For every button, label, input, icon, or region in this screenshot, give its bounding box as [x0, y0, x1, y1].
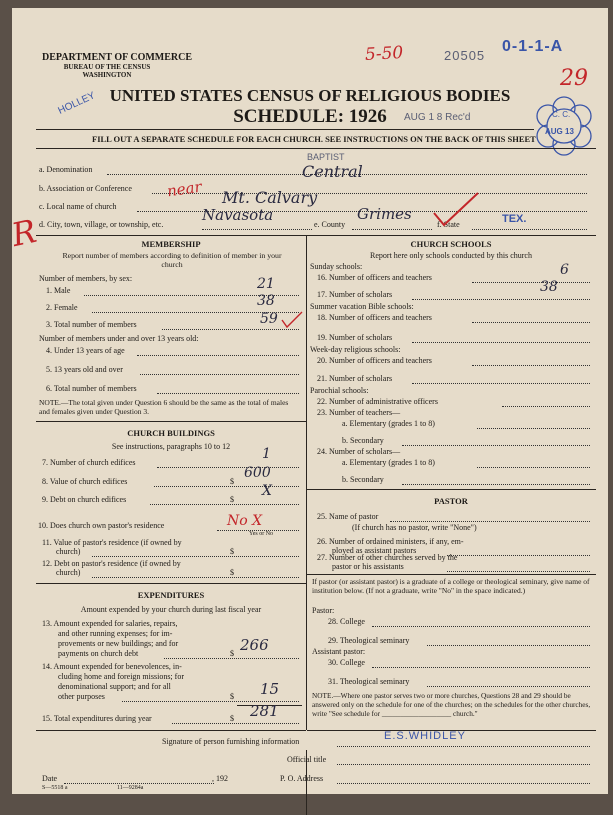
bureau-name: BUREAU OF THE CENSUS [63, 63, 151, 71]
q8-dollar: $ [230, 477, 234, 486]
q24-label: 24. Number of scholars— [317, 447, 401, 456]
q22-label: 22. Number of administrative officers [317, 397, 438, 406]
po-address-label: P. O. Address [280, 774, 324, 783]
q23a-label: a. Elementary (grades 1 to 8) [342, 419, 435, 428]
label-local-name: c. Local name of church [39, 202, 117, 211]
membership-by-sex: Number of members, by sex: [39, 274, 133, 283]
q29-label: 29. Theological seminary [328, 636, 410, 645]
q23b-label: b. Secondary [342, 436, 384, 445]
q3-value: 59 [260, 311, 278, 327]
sunday-label: Sunday schools: [310, 262, 363, 271]
q23-label: 23. Number of teachers— [317, 408, 401, 417]
expenditures-subtitle: Amount expended by your church during last fiscal year [80, 605, 262, 614]
membership-title: MEMBERSHIP [141, 239, 201, 249]
assistant-subhead: Assistant pastor: [312, 647, 366, 656]
vacation-label: Summer vacation Bible schools: [310, 302, 414, 311]
label-denomination: a. Denomination [39, 165, 93, 174]
q27-line1: 27. Number of other churches served by the [317, 553, 458, 562]
q26-line2: ployed as assistant pastors [332, 546, 417, 555]
parochial-label: Parochial schools: [310, 386, 369, 395]
pastor-note: NOTE.—Where one pastor serves two or more churches, Questions 28 and 29 should be answered only on the schedule for one of the churches; on the schedules for the other churches, write "See schedule for ___________________ church." [312, 691, 591, 718]
q13-line3: provements or new buildings; and for [58, 639, 179, 648]
q11-label-line1: 11. Value of pastor's residence (if owned by [42, 538, 182, 547]
q31-label: 31. Theological seminary [328, 677, 410, 686]
q17-label: 17. Number of scholars [317, 290, 393, 299]
red-number-stamp: 5-50 [364, 43, 404, 65]
q28-label: 28. College [328, 617, 365, 626]
q14-line3: denominational support; and for all [58, 682, 171, 691]
q11-dollar: $ [230, 547, 234, 556]
q16-label: 16. Number of officers and teachers [317, 273, 432, 282]
q3-label: 3. Total number of members [46, 320, 137, 329]
page-title: UNITED STATES CENSUS OF RELIGIOUS BODIES [109, 86, 511, 105]
q13-dollar: $ [230, 649, 234, 658]
schedule-title: SCHEDULE: 1926 [233, 106, 387, 127]
denomination-value: Central [302, 162, 363, 181]
q15-label: 15. Total expenditures during year [42, 714, 152, 723]
rosette-icon [534, 96, 594, 156]
q14-value: 15 [260, 680, 280, 698]
membership-note: NOTE.—The total given under Question 6 should be the same as the total of males and females given under Question 3. [39, 398, 289, 416]
q3-check-icon [280, 311, 304, 329]
department-name: DEPARTMENT OF COMMERCE [42, 52, 193, 63]
date-label: Date [42, 774, 58, 783]
state-value: TEX. [502, 213, 527, 225]
q1-value: 21 [257, 276, 275, 292]
year-label: , 192 [212, 774, 228, 783]
q14-dollar: $ [230, 692, 234, 701]
weekday-label: Week-day religious schools: [310, 345, 401, 354]
rosette-date-text: AUG 13 [545, 127, 574, 136]
q5-label: 5. 13 years old and over [46, 365, 123, 374]
bureau-city: WASHINGTON [82, 71, 132, 79]
graduate-note: If pastor (or assistant pastor) is a graduate of a college or theological seminary, give name of institution below. (If not a graduate, write "No" in the space indicated.) [312, 577, 590, 595]
expenditures-title: EXPENDITURES [137, 590, 205, 600]
q20-label: 20. Number of officers and teachers [317, 356, 432, 365]
q14-line4: other purposes [58, 692, 105, 701]
q24b-label: b. Secondary [342, 475, 384, 484]
county-value: Grimes [357, 205, 412, 223]
q9-dollar: $ [230, 495, 234, 504]
buildings-subtitle: See instructions, paragraphs 10 to 12 [111, 442, 231, 451]
q15-value: 281 [250, 702, 279, 720]
q6-label: 6. Total number of members [46, 384, 137, 393]
print-number: 11—9284a [117, 785, 144, 791]
red-check-icon [432, 191, 482, 229]
instruction-line: FILL OUT A SEPARATE SCHEDULE FOR EACH CHURCH. SEE INSTRUCTIONS ON THE BACK OF THIS SHEET [92, 134, 536, 144]
q7-value: 1 [262, 446, 271, 462]
q18-label: 18. Number of officers and teachers [317, 313, 432, 322]
local-name-near: near [165, 177, 203, 201]
q8-value: 600 [244, 465, 271, 481]
q26-line1: 26. Number of ordained ministers, if any, em- [317, 537, 464, 546]
schools-subtitle: Report here only schools conducted by this church [370, 251, 532, 260]
q2-value: 38 [257, 293, 275, 309]
holley-stamp: HOLLEY [56, 90, 97, 117]
q30-label: 30. College [328, 658, 365, 667]
signature-stamp: E.S.WHIDLEY [384, 730, 466, 742]
q13-line2: and other running expenses; for im- [58, 629, 173, 638]
q9-value: X [262, 483, 272, 499]
label-city: d. City, town, village, or township, etc. [39, 220, 164, 229]
q17-value: 38 [540, 279, 558, 295]
q12-dollar: $ [230, 568, 234, 577]
q14-line1: 14. Amount expended for benevolences, in- [42, 662, 182, 671]
q19-label: 19. Number of scholars [317, 333, 393, 342]
q24a-label: a. Elementary (grades 1 to 8) [342, 458, 435, 467]
q2-label: 2. Female [46, 303, 78, 312]
q25-label: 25. Name of pastor [317, 512, 379, 521]
pastor-subhead: Pastor: [312, 606, 335, 615]
q7-label: 7. Number of church edifices [42, 458, 136, 467]
census-schedule-page [8, 8, 608, 794]
form-number: S—5518 a [42, 785, 68, 791]
code-stamp: 0-1-1-A [502, 38, 564, 55]
red-page-number: 29 [560, 66, 588, 91]
q27-line2: pastor or his assistants [332, 562, 404, 571]
label-county: e. County [314, 220, 346, 229]
q15-dollar: $ [230, 714, 234, 723]
label-association: b. Association or Conference [39, 184, 132, 193]
q25-note: (If church has no pastor, write "None") [352, 523, 477, 532]
buildings-title: CHURCH BUILDINGS [127, 428, 215, 438]
under-over-label: Number of members under and over 13 years old: [39, 334, 199, 343]
yes-no-hint: Yes or No [249, 531, 274, 537]
q9-label: 9. Debt on church edifices [42, 495, 127, 504]
membership-subtitle: Report number of members according to definition of member in your church [62, 251, 282, 269]
q10-label: 10. Does church own pastor's residence [38, 521, 165, 530]
q12-label-line2: church) [56, 568, 81, 577]
q13-value: 266 [240, 636, 269, 654]
q4-label: 4. Under 13 years of age [46, 346, 125, 355]
q13-line4: payments on church debt [58, 649, 139, 658]
q13-line1: 13. Amount expended for salaries, repairs, [42, 619, 178, 628]
red-letter-mark: R [8, 211, 40, 255]
q1-label: 1. Male [46, 286, 71, 295]
schools-title: CHURCH SCHOOLS [410, 239, 492, 249]
q16-value: 6 [560, 262, 569, 278]
q8-label: 8. Value of church edifices [42, 477, 128, 486]
q10-value: No X [227, 513, 263, 529]
q11-label-line2: church) [56, 547, 81, 556]
label-state: f. State [437, 220, 460, 229]
q21-label: 21. Number of scholars [317, 374, 393, 383]
local-name-value: Mt. Calvary [222, 188, 318, 207]
city-value: Navasota [202, 206, 274, 224]
q14-line2: cluding home and foreign missions; for [58, 672, 184, 681]
rosette-stamp [534, 96, 594, 156]
signature-label: Signature of person furnishing information [162, 737, 300, 746]
q12-label-line1: 12. Debt on pastor's residence (if owned by [42, 559, 181, 568]
official-title-label: Official title [287, 755, 327, 764]
denomination-stamp: BAPTIST [307, 152, 345, 162]
pastor-title: PASTOR [434, 496, 468, 506]
received-stamp: AUG 1 8 Rec'd [404, 112, 471, 123]
rosette-top-text: C. C. [552, 110, 571, 119]
number-stamp: 20505 [444, 48, 486, 63]
